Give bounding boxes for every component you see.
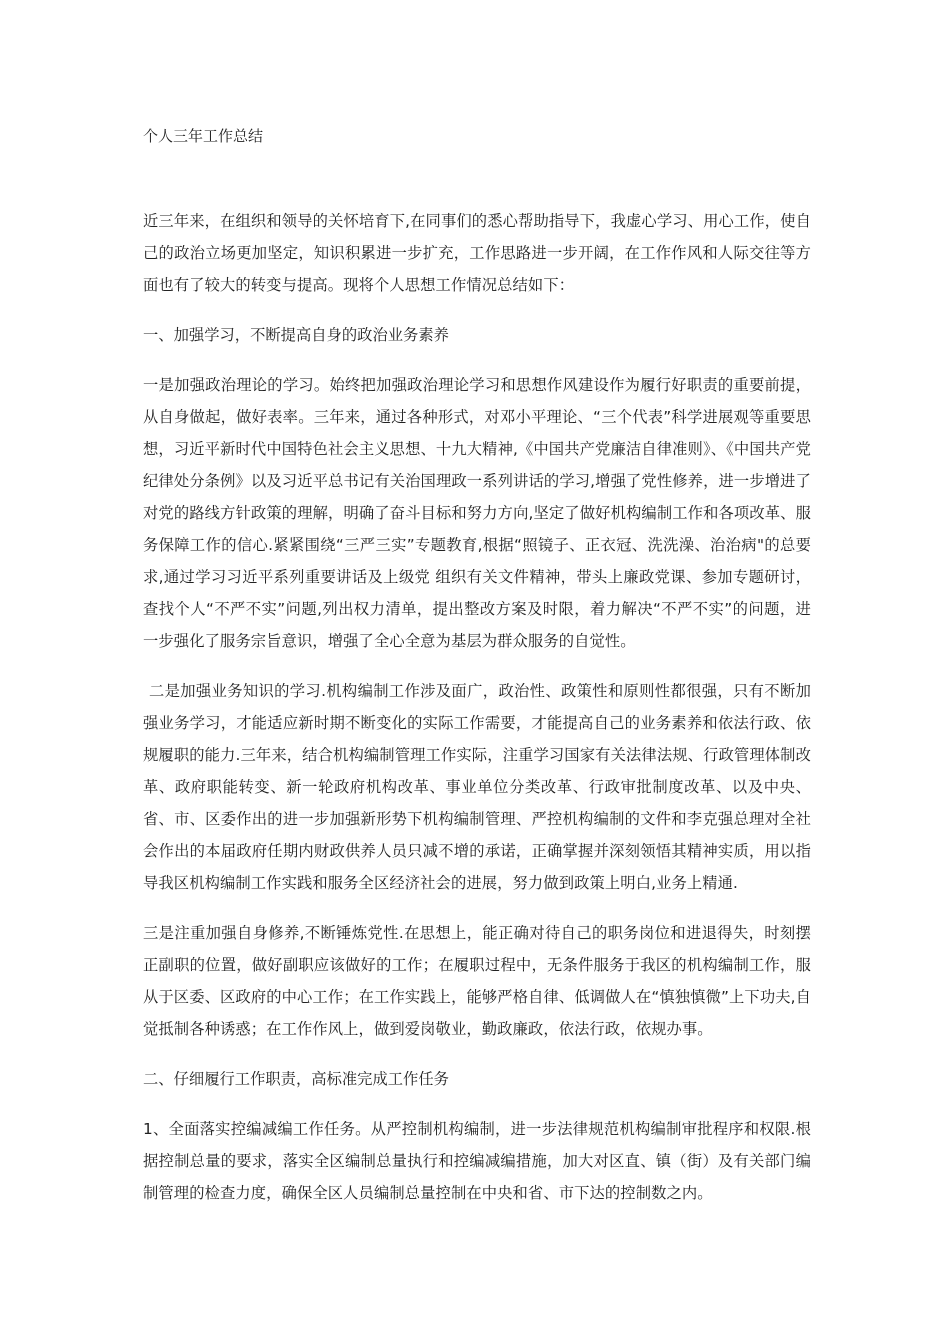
document-title: 个人三年工作总结: [143, 127, 264, 145]
intro-paragraph: 近三年来，在组织和领导的关怀培育下,在同事们的悉心帮助指导下，我虚心学习、用心工作，使自己的政治立场更加坚定，知识积累进一步扩充，工作思路进一步开阔，在工作作风和人际交往等方面也有了较大的转变与提高。现将个人思想工作情况总结如下：: [143, 212, 811, 294]
paragraph-self-cultivation: 三是注重加强自身修养,不断锤炼党性.在思想上，能正确对待自己的职务岗位和进退得失，时刻摆正副职的位置，做好副职应该做好的工作；在履职过程中，无条件服务于我区的机构编制工作，服从于区委、区政府的中心工作；在工作实践上，能够严格自律、低调做人在“慎独慎微”上下功夫,自觉抵制各种诱惑；在工作作风上，做到爱岗敬业，勤政廉政，依法行政，依规办事。: [143, 924, 811, 1038]
paragraph-staffing-control: 1、全面落实控编减编工作任务。从严控制机构编制，进一步法律规范机构编制审批程序和权限.根据控制总量的要求，落实全区编制总量执行和控编减编措施，加大对区直、镇（街）及有关部门编制管理的检查力度，确保全区人员编制总量控制在中央和省、市下达的控制数之内。: [143, 1120, 811, 1202]
section-heading-2: 二、仔细履行工作职责，高标准完成工作任务: [143, 1070, 449, 1088]
section-heading-1: 一、加强学习，不断提高自身的政治业务素养: [143, 326, 449, 344]
document-body: [143, 205, 811, 1227]
paragraph-political-theory: 一是加强政治理论的学习。始终把加强政治理论学习和思想作风建设作为履行好职责的重要前提，从自身做起，做好表率。三年来，通过各种形式，对邓小平理论、“三个代表”科学进展观等重要思想，习近平新时代中国特色社会主义思想、十九大精神,《中国共产党廉洁自律准则》、《中国共产党纪律处分条例》以及习近平总书记有关治国理政一系列讲话的学习,增强了党性修养，进一步增进了对党的路线方针政策的理解，明确了奋斗目标和努力方向,坚定了做好机构编制工作和各项改革、服务保障工作的信心.紧紧围绕“三严三实”专题教育,根据“照镜子、正衣冠、洗洗澡、治治病"的总要求,通过学习习近平系列重要讲话及上级党 组织有关文件精神，带头上廉政党课、参加专题研讨，查找个人“不严不实”问题,列出权力清单，提出整改方案及时限，着力解决“不严不实”的问题，进一步强化了服务宗旨意识，增强了全心全意为基层为群众服务的自觉性。: [143, 376, 811, 650]
paragraph-business-knowledge: 二是加强业务知识的学习.机构编制工作涉及面广，政治性、政策性和原则性都很强，只有不断加强业务学习，才能适应新时期不断变化的实际工作需要，才能提高自己的业务素养和依法行政、依规履职的能力.三年来，结合机构编制管理工作实际，注重学习国家有关法律法规、行政管理体制改革、政府职能转变、新一轮政府机构改革、事业单位分类改革、行政审批制度改革、以及中央、省、市、区委作出的进一步加强新形势下机构编制管理、严控机构编制的文件和李克强总理对全社会作出的本届政府任期内财政供养人员只减不增的承诺，正确掌握并深刻领悟其精神实质，用以指导我区机构编制工作实践和服务全区经济社会的进展，努力做到政策上明白,业务上精通.: [143, 682, 811, 892]
